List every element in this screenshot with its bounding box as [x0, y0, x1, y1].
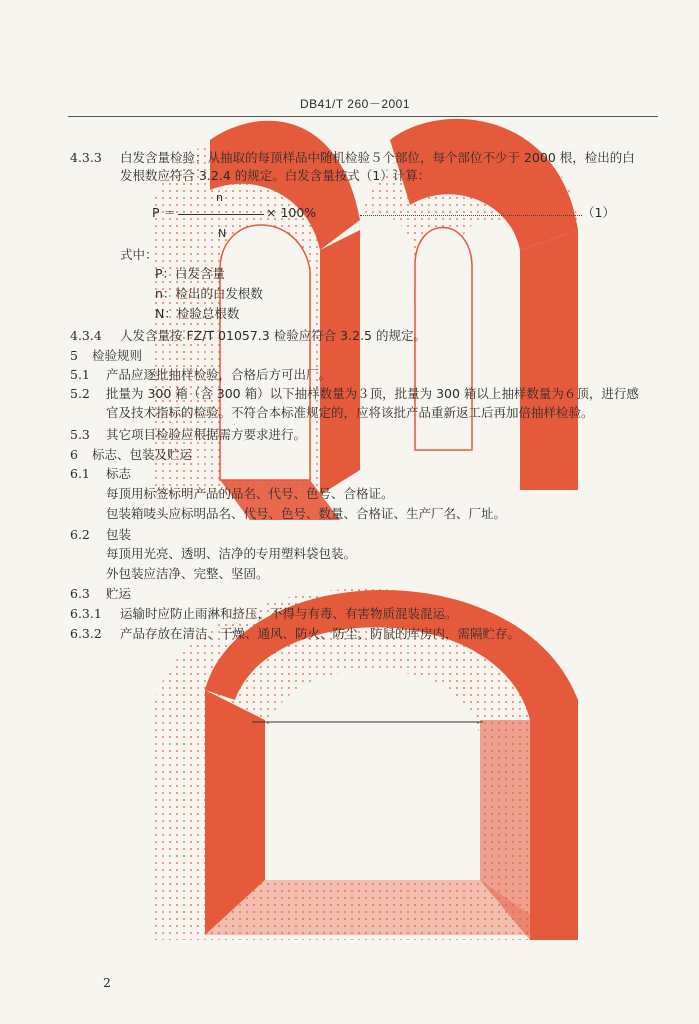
page-number: 2 [103, 975, 111, 990]
section-text: 批量为 300 箱（含 300 箱）以下抽样数量为３顶，批量为 300 箱以上抽样数量为６顶，进行感 [106, 386, 639, 401]
section-title: 贮运 [106, 586, 132, 601]
section-text: 外包装应洁净、完整、坚固。 [106, 566, 269, 581]
section-text: 产品应逐批抽样检验，合格后方可出厂。 [106, 367, 332, 382]
section-title: 标志 [106, 466, 132, 481]
formula-tail: × 100% [266, 205, 317, 220]
section-title: 包装 [106, 527, 132, 542]
section-text: 每顶用光亮、透明、洁净的专用塑料袋包装。 [106, 546, 357, 561]
section-number: 6.3 [70, 586, 90, 601]
formula-numerator: n [216, 191, 223, 204]
section-text: 运输时应防止雨淋和挤压，不得与有毒、有害物质混装混运。 [120, 606, 458, 621]
formula-leader-dots [360, 215, 582, 216]
section-number: 5.2 [70, 386, 90, 401]
section-number: 4.3.4 [70, 328, 102, 343]
section-text: 人发含量按 FZ/T 01057.3 检验应符合 3.2.5 的规定。 [120, 328, 426, 343]
where-item: n：检出的白发根数 [155, 286, 263, 301]
section-number: 5.3 [70, 427, 90, 442]
header-rule [68, 116, 658, 117]
doc-code-header: DB41/T 260－2001 [300, 97, 411, 111]
section-number: 5.1 [70, 367, 90, 382]
section-text: 包装箱唛头应标明品名、代号、色号、数量、合格证、生产厂名、厂址。 [106, 506, 507, 521]
where-item: P：白发含量 [155, 266, 226, 281]
section-heading: 标志、包装及贮运 [92, 447, 193, 462]
section-number: 6 [70, 447, 78, 462]
formula-denominator: N [218, 227, 227, 240]
section-number: 6.3.2 [70, 626, 102, 641]
section-number: 6.3.1 [70, 606, 102, 621]
section-number: 4.3.3 [70, 150, 102, 165]
section-heading: 检验规则 [92, 348, 143, 363]
section-number: 5 [70, 348, 78, 363]
section-number: 6.1 [70, 466, 90, 481]
section-text: 每顶用标签标明产品的品名、代号、色号、合格证。 [106, 486, 394, 501]
formula-lhs: P ＝ [152, 205, 177, 220]
section-text: 白发含量检验：从抽取的每顶样品中随机检验５个部位，每个部位不少于 2000 根，检出的白 [120, 150, 635, 165]
where-label: 式中： [120, 247, 158, 262]
section-text: 发根数应符合 3.2.4 的规定。白发含量按式（1）计算： [120, 168, 431, 183]
section-text: 产品存放在清洁、干燥、通风、防火、防尘、防鼠的库房内，需隔贮存。 [120, 626, 521, 641]
formula-equation-number: （1） [582, 205, 615, 220]
where-item: N：检验总根数 [155, 306, 240, 321]
formula-fraction-line [178, 214, 264, 215]
section-text: 其它项目检验应根据需方要求进行。 [106, 427, 307, 442]
section-number: 6.2 [70, 527, 90, 542]
section-text: 官及技术指标的检验。不符合本标准规定的，应将该批产品重新返工后再加倍抽样检验。 [106, 405, 594, 420]
